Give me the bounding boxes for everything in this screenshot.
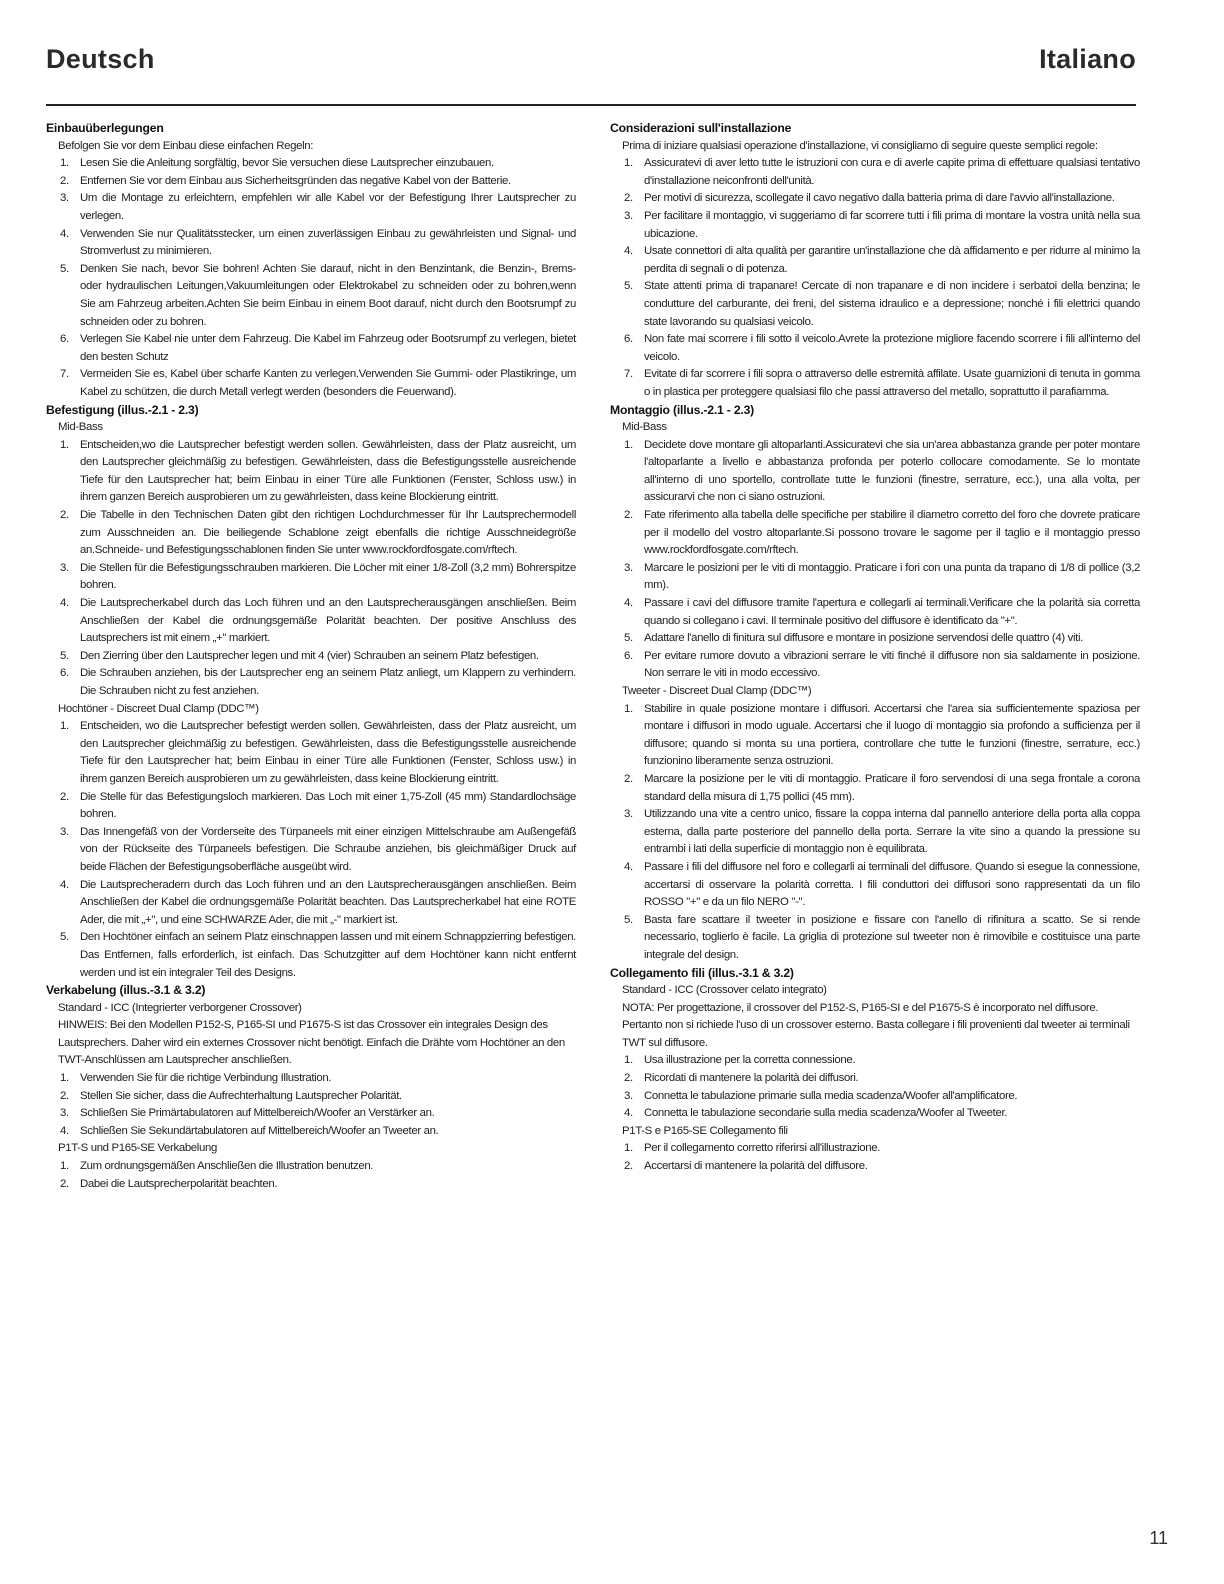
list-item bbox=[610, 331, 1140, 366]
list-item-text: Den Zierring über den Lautsprecher legen und mit 4 (vier) Schrauben an seinem Platz befestigen. bbox=[80, 649, 539, 662]
list-item bbox=[610, 595, 1140, 630]
list-item bbox=[46, 1123, 576, 1141]
list-item-number: 1. bbox=[60, 1160, 69, 1173]
list-item-text: Non fate mai scorrere i fili sotto il veicolo.Avrete la protezione migliore facendo scorrere i fili all'interno del veicolo. bbox=[644, 333, 1140, 363]
list-item-number: 2. bbox=[60, 509, 69, 522]
list-item bbox=[46, 1158, 576, 1176]
list-item bbox=[610, 560, 1140, 595]
paragraph: Standard - ICC (Crossover celato integrato) bbox=[622, 984, 827, 997]
list-item-text: Verlegen Sie Kabel nie unter dem Fahrzeug. Die Kabel im Fahrzeug oder Bootsrumpf zu verlegen, bietet den besten Schutz bbox=[80, 333, 576, 363]
list-item-text: Um die Montage zu erleichtern, empfehlen wir alle Kabel vor der Befestigung Ihrer Lautsprecher zu verlegen. bbox=[80, 192, 576, 222]
list-item bbox=[610, 507, 1140, 560]
list-item bbox=[46, 173, 576, 191]
list-item-text: Schließen Sie Sekundärtabulatoren auf Mittelbereich/Woofer an Tweeter an. bbox=[80, 1124, 439, 1137]
paragraph: Hochtöner - Discreet Dual Clamp (DDC™) bbox=[58, 702, 259, 715]
list-item bbox=[610, 859, 1140, 912]
list-item bbox=[46, 789, 576, 824]
list-item bbox=[46, 824, 576, 877]
list-item-text: Stabilire in quale posizione montare i diffusori. Accertarsi che l'area sia sufficientemente spaziosa per montare i diffusori in modo uguale. Accertarsi che il luogo di montaggio sia profondo a sufficienza per il diffusore; quando si monta su una portiera, controllare che tutte le funzioni (finestre, serrature, ecc.) funzionino liberamente senza ostruzioni. bbox=[644, 702, 1140, 768]
paragraph: Standard - ICC (Integrierter verborgener Crossover) bbox=[58, 1001, 302, 1014]
list-item-number: 3. bbox=[624, 808, 633, 821]
list-item-text: Entscheiden,wo die Lautsprecher befestigt werden sollen. Gewährleisten, dass der Platz ausreicht, um den Lautsprecher gleichmäßig zu befestigen. Gewährleisten, dass die Befestigungsstelle ausreichende Tiefe für den Lautsprecher hat; beim Einbau in einer Türe alle Funktionen (Fenster, Schloss usw.) in ihrem ganzen Bereich ausprobieren um zu gewährleisten, dass keine Blockierung eintritt. bbox=[80, 438, 576, 504]
list-item-text: Passare i fili del diffusore nel foro e collegarli ai terminali del diffusore. Quando si esegue la connessione, accertarsi di osservare la polarità corretta. I fili conduttori dei diffusori sono rappresentati da un filo ROSSO "+" e da un filo NERO "-". bbox=[644, 860, 1140, 909]
list-item-number: 3. bbox=[60, 561, 69, 574]
list-item bbox=[610, 208, 1140, 243]
column-italiano bbox=[610, 120, 1140, 1176]
section-heading: Einbauüberlegungen bbox=[46, 121, 164, 135]
list-item-number: 4. bbox=[624, 860, 633, 873]
list-item-text: Die Tabelle in den Technischen Daten gibt den richtigen Lochdurchmesser für Ihr Lautsprechermodell zum Ausschneiden an. Die beiliegende Schablone zeigt ebenfalls die richtige Ausschneidegröße an.Schneide- und Befestigungsschablonen finden Sie unter www.rockfordfosgate.com/rftech. bbox=[80, 509, 576, 557]
list-item-number: 1. bbox=[60, 1072, 69, 1085]
list-item bbox=[610, 366, 1140, 401]
list-item-number: 4. bbox=[624, 597, 633, 610]
list-item bbox=[610, 1052, 1140, 1070]
list-item-text: Verwenden Sie nur Qualitätsstecker, um einen zuverlässigen Einbau zu gewährleisten und Signal- und Stromverlust zu minimieren. bbox=[80, 227, 576, 258]
list-item bbox=[46, 648, 576, 666]
list-item-text: Fate riferimento alla tabella delle specifiche per stabilire il diametro corretto del foro che dovrete praticare per il modello del vostro altoparlante.Si possono trovare le sagome per il taglio e il montaggio presso www.rockfordfosgate.com/rftech. bbox=[644, 509, 1140, 557]
list-item-number: 3. bbox=[60, 192, 69, 205]
list-item-number: 4. bbox=[60, 1124, 69, 1137]
list-item-number: 3. bbox=[624, 561, 633, 574]
list-item-number: 6. bbox=[60, 667, 69, 680]
list-item-number: 2. bbox=[60, 174, 69, 187]
list-item-text: Usate connettori di alta qualità per garantire un'installazione che dà affidamento e per ridurre al minimo la perdita di segnali o di potenza. bbox=[644, 245, 1140, 275]
list-item-text: Ricordati di mantenere la polarità dei diffusori. bbox=[644, 1072, 859, 1085]
list-item-number: 2. bbox=[60, 1089, 69, 1102]
section-heading: Befestigung (illus.-2.1 - 2.3) bbox=[46, 402, 199, 417]
list-item bbox=[46, 155, 576, 173]
list-item bbox=[46, 665, 576, 700]
list-item-text: Utilizzando una vite a centro unico, fissare la coppa interna dal pannello anteriore della porta alla coppa esterna, dalla parte posteriore del pannello della porta. Serrare la vite sino a quando la pressione su entrambi i lati della superficie di montaggio non è equilibrata. bbox=[644, 808, 1140, 856]
list-item-number: 2. bbox=[624, 1072, 633, 1085]
list-item-text: Denken Sie nach, bevor Sie bohren! Achten Sie darauf, nicht in den Benzintank, die Benzin-, Brems- oder hydraulischen Leitungen,Vakuumleitungen oder Elektrokabel zu schneiden oder zu bohren,wenn Sie am Fahrzeug arbeiten.Achten Sie beim Einbau in einem Boot darauf, nicht durch den Bootsrumpf zu schneiden oder zu bohren. bbox=[80, 262, 576, 328]
list-item-number: 5. bbox=[624, 632, 633, 645]
list-item-number: 1. bbox=[60, 157, 69, 170]
list-item-number: 4. bbox=[624, 245, 633, 258]
list-item-text: Zum ordnungsgemäßen Anschließen die Illustration benutzen. bbox=[80, 1160, 374, 1173]
list-item-number: 4. bbox=[60, 227, 69, 240]
list-item-number: 4. bbox=[60, 878, 69, 891]
list-item-text: Lesen Sie die Anleitung sorgfältig, bevor Sie versuchen diese Lautsprecher einzubauen. bbox=[80, 157, 494, 170]
title-italiano: Italiano bbox=[1039, 44, 1136, 74]
list-item-number: 7. bbox=[624, 368, 633, 381]
list-item-number: 5. bbox=[60, 931, 69, 944]
paragraph: Mid-Bass bbox=[622, 421, 667, 434]
paragraph: Befolgen Sie vor dem Einbau diese einfachen Regeln: bbox=[58, 139, 314, 152]
list-item bbox=[46, 595, 576, 648]
list-item bbox=[610, 155, 1140, 190]
list-item bbox=[46, 1105, 576, 1123]
list-item-number: 5. bbox=[60, 649, 69, 662]
list-item-number: 1. bbox=[624, 157, 633, 170]
list-item bbox=[46, 929, 576, 982]
list-item-number: 4. bbox=[624, 1107, 633, 1120]
column-deutsch bbox=[46, 120, 576, 1193]
list-item-text: Die Lautsprecheradern durch das Loch führen und an den Lautsprecherausgängen anschließen. Beim Anschließen der Kabel die ordnungsgemäße Polarität beachten. Das Lautsprecherkabel hat eine ROTE Ader, die mit „+", und eine SCHWARZE Ader, die mit „-" markiert ist. bbox=[80, 878, 576, 926]
list-item-text: Stellen Sie sicher, dass die Aufrechterhaltung Lautsprecher Polarität. bbox=[80, 1089, 402, 1102]
paragraph: NOTA: Per progettazione, il crossover del P152-S, P165-SI e del P1675-S è incorporato nel diffusore. Pertanto non si richiede l'uso di un crossover esterno. Basta collegare i fili provenienti dal tweeter ai terminali TWT sul diffusore. bbox=[622, 1001, 1130, 1049]
list-item-number: 2. bbox=[624, 509, 633, 522]
list-item-text: Marcare la posizione per le viti di montaggio. Praticare il foro servendosi di una sega frontale a corona standard della misura di 1,75 pollici (45 mm). bbox=[644, 772, 1140, 803]
list-item bbox=[610, 912, 1140, 965]
list-item bbox=[610, 701, 1140, 771]
list-item bbox=[610, 1158, 1140, 1176]
list-item bbox=[46, 437, 576, 507]
list-item-text: Die Lautsprecherkabel durch das Loch führen und an den Lautsprecherausgängen anschließen. Beim Anschließen der Kabel die ordnungsgemäße Polarität beachten. Der positive Anschluss des Lautsprechers ist mit einem „+" markiert. bbox=[80, 597, 576, 645]
list-item-number: 6. bbox=[60, 333, 69, 346]
list-item bbox=[610, 648, 1140, 683]
list-item bbox=[610, 1105, 1140, 1123]
list-item-text: Den Hochtöner einfach an seinem Platz einschnappen lassen und mit einem Schnappzierring befestigen. Das Entfernen, falls erforderlich, ist einfach. Das Schutzgitter auf dem Hochtöner kann nicht entfernt werden und ist ein integraler Teil des Designs. bbox=[80, 931, 576, 979]
list-item-number: 2. bbox=[60, 1177, 69, 1190]
list-item-text: Per facilitare il montaggio, vi suggeriamo di far scorrere tutti i fili prima di montare la vostra unità nella sua ubicazione. bbox=[644, 209, 1140, 240]
list-item-text: Per evitare rumore dovuto a vibrazioni serrare le viti finché il diffusore non sia saldamente in posizione. Non serrare le viti in modo eccessivo. bbox=[644, 649, 1140, 680]
list-item-number: 3. bbox=[624, 209, 633, 222]
section-heading: Montaggio (illus.-2.1 - 2.3) bbox=[610, 402, 755, 417]
list-item-text: Per il collegamento corretto riferirsi all'illustrazione. bbox=[644, 1142, 881, 1155]
list-item-number: 1. bbox=[624, 702, 633, 715]
section-heading: Verkabelung (illus.-3.1 & 3.2) bbox=[46, 983, 206, 998]
list-item bbox=[610, 1088, 1140, 1106]
paragraph: Mid-Bass bbox=[58, 421, 103, 434]
title-deutsch: Deutsch bbox=[46, 44, 155, 74]
list-item bbox=[46, 331, 576, 366]
list-item-number: 2. bbox=[624, 772, 633, 785]
list-item-text: Entfernen Sie vor dem Einbau aus Sicherheitsgründen das negative Kabel von der Batterie. bbox=[80, 174, 511, 187]
list-item-number: 1. bbox=[624, 438, 633, 451]
list-item-number: 1. bbox=[624, 1142, 633, 1155]
list-item-number: 6. bbox=[624, 333, 633, 346]
list-item-number: 5. bbox=[624, 913, 633, 926]
list-item-text: Evitate di far scorrere i fili sopra o attraverso delle estremità affilate. Usate guarnizioni di tenuta in gomma o in plastica per proteggere qualsiasi filo che passi attraverso del metallo, soprattutto il parafiamma. bbox=[644, 368, 1140, 398]
list-item bbox=[610, 1140, 1140, 1158]
list-item bbox=[46, 261, 576, 331]
page-number: 11 bbox=[1149, 1528, 1168, 1548]
list-item-number: 1. bbox=[60, 438, 69, 451]
list-item-text: Die Schrauben anziehen, bis der Lautsprecher eng an seinem Platz anliegt, um Klappern zu verhindern. Die Schrauben nicht zu fest anziehen. bbox=[80, 667, 576, 697]
list-item-number: 2. bbox=[60, 790, 69, 803]
list-item-number: 1. bbox=[624, 1054, 633, 1067]
list-item-text: Marcare le posizioni per le viti di montaggio. Praticare i fori con una punta da trapano di 1/8 di pollice (3,2 mm). bbox=[644, 561, 1140, 592]
list-item-text: Decidete dove montare gli altoparlanti.Assicuratevi che sia un'area abbastanza grande per poter montare l'altoparlante a livello e abbastanza profonda per poterlo collocare comodamente. Se lo montate all'interno di uno sportello, controllate tutte le funzioni (finestre, serrature, ecc.), una alla volta, per assicurarvi che non ci siano ostruzioni. bbox=[644, 438, 1140, 504]
list-item-number: 6. bbox=[624, 649, 633, 662]
list-item-number: 5. bbox=[60, 262, 69, 275]
list-item-number: 2. bbox=[624, 1160, 633, 1173]
header-rule bbox=[46, 104, 1136, 106]
list-item bbox=[610, 771, 1140, 806]
list-item bbox=[610, 437, 1140, 507]
list-item bbox=[46, 1176, 576, 1194]
list-item bbox=[610, 806, 1140, 859]
list-item-text: Passare i cavi del diffusore tramite l'apertura e collegarli ai terminali.Verificare che la polarità sia corretta quando si collegano i cavi. Il terminale positivo del diffusore è identificato da "+". bbox=[644, 597, 1140, 627]
list-item bbox=[46, 1070, 576, 1088]
list-item bbox=[610, 630, 1140, 648]
list-item-text: Connetta le tabulazione secondarie sulla media scadenza/Woofer al Tweeter. bbox=[644, 1107, 1008, 1120]
list-item bbox=[46, 1088, 576, 1106]
list-item-text: Entscheiden, wo die Lautsprecher befestigt werden sollen. Gewährleisten, dass der Platz ausreicht, um den Lautsprecher gleichmäßig zu befestigen. Gewährleisten, dass die Befestigungsstelle ausreichende Tiefe für den Lautsprecher hat; beim Einbau in einer Türe alle Funktionen (Fenster, Schloss usw.) in ihrem ganzen Bereich ausprobieren um zu gewährleisten, dass keine Blockierung eintritt. bbox=[80, 720, 576, 785]
list-item bbox=[46, 190, 576, 225]
list-item bbox=[610, 1070, 1140, 1088]
list-item bbox=[610, 190, 1140, 208]
list-item-number: 4. bbox=[60, 597, 69, 610]
list-item-text: Schließen Sie Primärtabulatoren auf Mittelbereich/Woofer an Verstärker an. bbox=[80, 1107, 435, 1120]
list-item-text: Die Stelle für das Befestigungsloch markieren. Das Loch mit einer 1,75-Zoll (45 mm) Standardlochsäge bohren. bbox=[80, 790, 576, 821]
list-item bbox=[46, 560, 576, 595]
list-item-text: State attenti prima di trapanare! Cercate di non trapanare e di non incidere i serbatoi della benzina; le condutture del carburante, dei freni, del sistema idraulico e a depressione; nonché i fili elettrici quando state lavorando su qualsiasi veicolo. bbox=[644, 280, 1140, 328]
list-item-text: Connetta le tabulazione primarie sulla media scadenza/Woofer all'amplificatore. bbox=[644, 1089, 1018, 1102]
list-item-text: Dabei die Lautsprecherpolarität beachten. bbox=[80, 1177, 278, 1190]
list-item-number: 7. bbox=[60, 368, 69, 381]
list-item-number: 1. bbox=[60, 720, 69, 733]
list-item-number: 3. bbox=[624, 1089, 633, 1102]
list-item-text: Accertarsi di mantenere la polarità del diffusore. bbox=[644, 1160, 868, 1173]
list-item-text: Basta fare scattare il tweeter in posizione e fissare con l'anello di rifinitura a scatto. Se si rende necessario, toglierlo è facile. La griglia di protezione sul tweeter non è rimovibile e costituisce una parte integrale del design. bbox=[644, 913, 1140, 961]
list-item-text: Assicuratevi di aver letto tutte le istruzioni con cura e di averle capite prima di effettuare qualsiasi tentativo d'installazione neiconfronti dell'unità. bbox=[644, 157, 1140, 187]
list-item-number: 3. bbox=[60, 825, 69, 838]
paragraph: Tweeter - Discreet Dual Clamp (DDC™) bbox=[622, 685, 812, 697]
list-item-text: Vermeiden Sie es, Kabel über scharfe Kanten zu verlegen.Verwenden Sie Gummi- oder Plastikringe, um Kabel zu schützen, die durch Metall verlegt werden (besonders die Feuerwand). bbox=[80, 368, 576, 398]
list-item-text: Usa illustrazione per la corretta connessione. bbox=[644, 1054, 856, 1067]
list-item bbox=[46, 366, 576, 401]
list-item-text: Adattare l'anello di finitura sul diffusore e montare in posizione servendosi delle quattro (4) viti. bbox=[644, 632, 1083, 645]
list-item bbox=[46, 877, 576, 930]
list-item-text: Die Stellen für die Befestigungsschrauben markieren. Die Löcher mit einer 1/8-Zoll (3,2 mm) Bohrerspitze bohren. bbox=[80, 561, 576, 592]
section-heading: Considerazioni sull'installazione bbox=[610, 121, 792, 135]
paragraph: Prima di iniziare qualsiasi operazione d'installazione, vi consigliamo di seguire queste semplici regole: bbox=[622, 139, 1098, 152]
paragraph: P1T-S e P165-SE Collegamento fili bbox=[622, 1124, 788, 1137]
list-item bbox=[46, 507, 576, 560]
list-item-text: Verwenden Sie für die richtige Verbindung Illustration. bbox=[80, 1072, 332, 1085]
paragraph: HINWEIS: Bei den Modellen P152-S, P165-SI und P1675-S ist das Crossover ein integrales Design des Lautsprechers. Daher wird ein externes Crossover nicht benötigt. Einfach die Drähte vom Hochtöner an den TWT-Anschlüssen am Lautsprecher anschließen. bbox=[58, 1019, 565, 1067]
list-item-text: Das Innengefäß von der Vorderseite des Türpaneels mit einer einzigen Mittelschraube am Außengefäß von der Rückseite des Türpaneels befestigen. Die Schraube anziehen, bis gleichmäßiger Druck auf beide Flächen der Befestigungsoberfläche ausgeübt wird. bbox=[80, 825, 576, 873]
paragraph: P1T-S und P165-SE Verkabelung bbox=[58, 1142, 217, 1155]
list-item-number: 3. bbox=[60, 1107, 69, 1120]
section-heading: Collegamento fili (illus.-3.1 & 3.2) bbox=[610, 965, 794, 980]
list-item bbox=[46, 718, 576, 788]
list-item bbox=[610, 278, 1140, 331]
list-item bbox=[46, 226, 576, 261]
list-item-number: 5. bbox=[624, 280, 633, 293]
list-item-number: 2. bbox=[624, 192, 633, 205]
list-item bbox=[610, 243, 1140, 278]
list-item-text: Per motivi di sicurezza, scollegate il cavo negativo dalla batteria prima di dare l'avvio all'installazione. bbox=[644, 192, 1115, 205]
